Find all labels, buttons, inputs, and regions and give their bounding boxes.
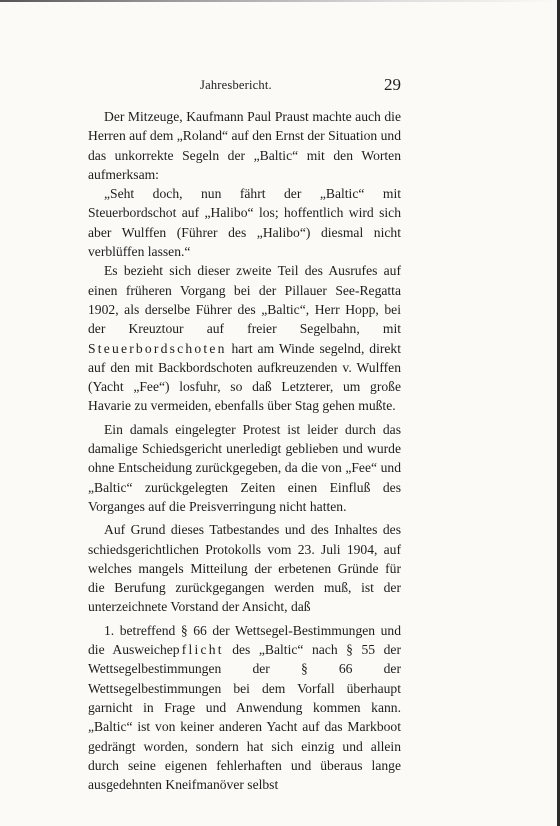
body-text xyxy=(88,107,401,794)
paragraph-3-text-a: Es bezieht sich dieser zweite Teil des Ausrufes auf einen früheren Vorgang bei der Pillauer See-Regatta 1902, als derselbe Führer des „Baltic“, Herr Hopp, bei der Kreuztour auf freier Segelbahn, mit xyxy=(88,263,401,337)
paragraph-6-text-a: 1. betreffend § 66 der Wettsegel-Bestimmungen und die Ausweiche xyxy=(88,622,401,658)
running-title: Jahresbericht. xyxy=(200,78,272,92)
page-header xyxy=(88,75,401,95)
paragraph-6-text-b: des „Baltic“ nach § 55 der Wettsegelbestimmungen der § 66 der Wettsegelbestimmungen bei dem Vorfall überhaupt garnicht in Frage und Anwendung kommen kann. „Baltic“ ist von keiner anderen Yacht auf das Markboot gedrängt worden, sondern hat sich einzig und allein durch seine eigenen fehlerhaften und überaus lange ausgedehnten Kneifmanöver selbst xyxy=(88,642,401,793)
paragraph-6 xyxy=(88,621,401,795)
paragraph-1: Der Mitzeuge, Kaufmann Paul Praust machte auch die Herren auf dem „Roland“ auf den Ernst der Situation und das unkorrekte Segeln der „Baltic“ mit den Worten aufmerksam: xyxy=(88,109,401,182)
paragraph-4: Ein damals eingelegter Protest ist leider durch das damalige Schiedsgericht unerledigt geblieben und wurde ohne Entscheidung zurückgegeben, da die von „Fee“ und „Baltic“ zurückgelegten Zeiten einen Einfluß des Vorganges auf die Preisverringung nicht hatten. xyxy=(88,421,401,514)
paragraph-2: „Seht doch, nun fährt der „Baltic“ mit Steuerbordschot auf „Halibo“ los; hoffentlich wird sich aber Wulffen (Führer des „Halibo“) diesmal nicht verblüffen lassen.“ xyxy=(88,186,401,260)
paragraph-3-text-b: hart am Winde segelnd, direkt auf den mit Backbordschoten aufkreuzenden v. Wulffen (Yacht „Fee“) losfuhr, so daß Letzterer, um große Havarie zu vermeiden, ebenfalls über Stag gehen mußte. xyxy=(88,340,401,414)
emphasized-word-steuerbordschoten: Steuerbordschoten xyxy=(88,340,227,356)
paragraph-3 xyxy=(88,261,401,415)
paragraph-5: Auf Grund dieses Tatbestandes und des Inhaltes des schiedsgerichtlichen Protokolls vom 23. Juli 1904, auf welches mangels Mitteilung der erbetenen Gründe für die Berufung zurückgegangen werden muß, ist der unterzeichnete Vorstand der Ansicht, daß xyxy=(88,522,401,615)
emphasized-word-pflicht: pflicht xyxy=(172,642,224,658)
page-top-edge xyxy=(0,0,560,2)
page-number: 29 xyxy=(384,75,401,94)
